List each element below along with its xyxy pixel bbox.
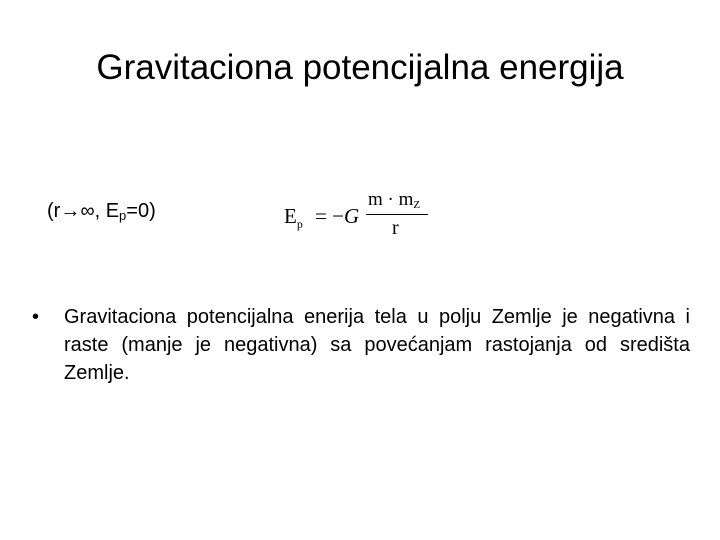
condition-prefix: (r→∞, E [47,200,120,222]
bullet-item [30,303,690,387]
bullet-list [30,303,690,387]
bullet-marker: • [32,306,40,328]
formula-numerator-main: m · m [368,189,414,210]
formula-constant: G [343,204,360,228]
fraction-bar [366,214,428,215]
bullet-text: Gravitaciona potencijalna enerija tela u polju Zemlje je negativna i raste (manje je negativna) sa povećanjam rastojanja od središta Zemlje. [64,306,690,384]
formula-lhs-subscript: p [296,217,303,231]
formula-equals-minus: = − [315,204,344,228]
condition-subscript: p [119,208,127,223]
formula-lhs [284,204,303,232]
formula-numerator [368,189,420,211]
slide-title: Gravitaciona potencijalna energija [96,48,624,87]
formula-numerator-subscript: Z [413,199,421,211]
formula-equals-constant [315,204,359,229]
formula-lhs-symbol: E [284,204,297,228]
condition-suffix: =0) [126,200,156,222]
formula-denominator: r [392,217,399,239]
limit-condition [47,197,156,230]
